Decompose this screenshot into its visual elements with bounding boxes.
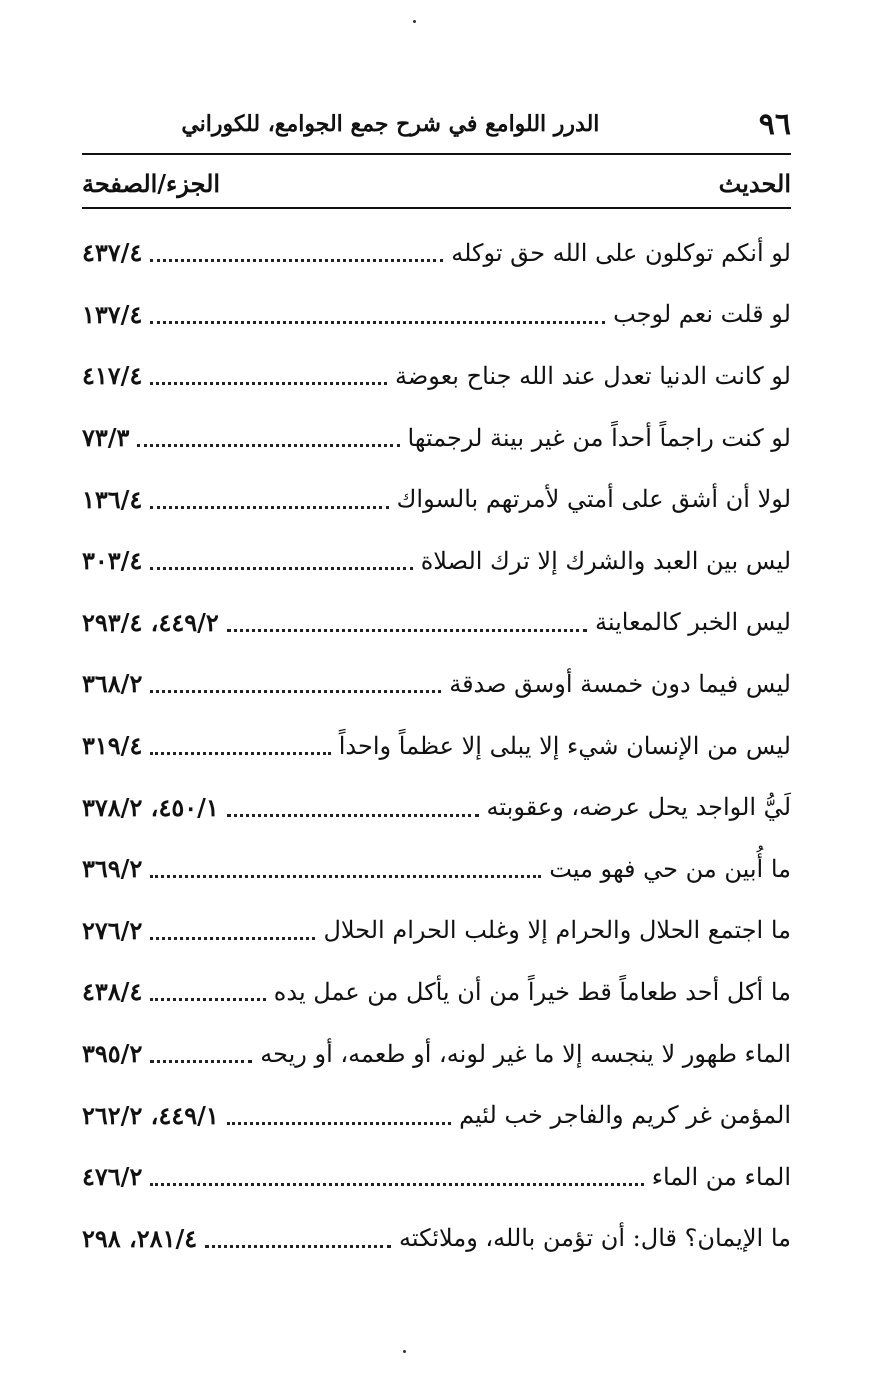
index-entry	[82, 715, 791, 777]
dot-leader	[150, 937, 315, 940]
volume-page-reference: ٤٤٩/٢، ٢٩٣/٤	[82, 607, 219, 637]
volume-page-reference: ٤٣٨/٤	[82, 977, 143, 1007]
index-entry	[82, 1208, 791, 1270]
hadith-text: ما أُبين من حي فهو ميت	[549, 854, 791, 883]
volume-page-reference: ٣٠٣/٤	[82, 546, 143, 576]
dot-leader	[150, 259, 443, 262]
header-rule-bottom	[82, 207, 791, 209]
volume-page-reference: ٢٨١/٤، ٢٩٨	[82, 1223, 198, 1253]
volume-page-reference: ٧٣/٣	[82, 423, 130, 453]
running-header	[82, 104, 791, 144]
dot-leader	[150, 690, 441, 693]
volume-page-reference: ٣١٩/٤	[82, 731, 143, 761]
dot-leader	[150, 321, 605, 324]
dot-leader	[150, 875, 541, 878]
hadith-text: ما اجتمع الحلال والحرام إلا وغلب الحرام الحلال	[323, 916, 791, 945]
volume-page-reference: ٣٦٩/٢	[82, 854, 143, 884]
hadith-text: ليس فيما دون خمسة أوسق صدقة	[449, 669, 791, 698]
volume-page-reference: ١٣٧/٤	[82, 299, 143, 329]
index-entry	[82, 1146, 791, 1208]
hadith-text: لَيُّ الواجد يحل عرضه، وعقوبته	[486, 793, 791, 822]
dot-leader	[227, 814, 479, 817]
volume-page-reference: ٤٥٠/١، ٣٧٨/٢	[82, 792, 219, 822]
hadith-text: لو كنت راجماً أحداً من غير بينة لرجمتها	[407, 423, 791, 452]
index-entry	[82, 407, 791, 469]
hadith-text: الماء من الماء	[651, 1162, 791, 1191]
dot-leader	[205, 1245, 391, 1248]
index-entry	[82, 468, 791, 530]
volume-page-reference: ٤٤٩/١، ٢٦٢/٢	[82, 1100, 219, 1130]
volume-page-reference: ٤١٧/٤	[82, 361, 143, 391]
header-rule-top	[82, 153, 791, 155]
volume-page-reference: ٢٧٦/٢	[82, 915, 143, 945]
hadith-text: ليس من الإنسان شيء إلا يبلى إلا عظماً واحداً	[338, 731, 791, 760]
hadith-text: ما أكل أحد طعاماً قط خيراً من أن يأكل من عمل يده	[273, 977, 791, 1006]
volume-page-reference: ٤٣٧/٤	[82, 238, 143, 268]
column-header-volume-page: الجزء/الصفحة	[82, 168, 221, 198]
index-entry	[82, 592, 791, 654]
index-entry	[82, 284, 791, 346]
dot-leader	[150, 1060, 252, 1063]
page-number: ٩٦	[758, 106, 791, 142]
hadith-text: المؤمن غر كريم والفاجر خب لئيم	[459, 1101, 791, 1130]
print-speck	[413, 20, 416, 23]
hadith-text: لو أنكم توكلون على الله حق توكله	[451, 238, 791, 267]
hadith-text: ليس بين العبد والشرك إلا ترك الصلاة	[420, 546, 791, 575]
index-entry	[82, 530, 791, 592]
volume-page-reference: ٣٩٥/٢	[82, 1039, 143, 1069]
hadith-index-list	[82, 222, 791, 1269]
dot-leader	[150, 998, 265, 1001]
dot-leader	[150, 752, 330, 755]
index-entry	[82, 776, 791, 838]
index-entry	[82, 900, 791, 962]
dot-leader	[227, 1122, 451, 1125]
hadith-text: لو قلت نعم لوجب	[613, 300, 791, 329]
volume-page-reference: ١٣٦/٤	[82, 484, 143, 514]
dot-leader	[150, 1183, 643, 1186]
dot-leader	[150, 506, 388, 509]
dot-leader	[150, 567, 412, 570]
volume-page-reference: ٤٧٦/٢	[82, 1162, 143, 1192]
index-entry	[82, 222, 791, 284]
index-entry	[82, 1023, 791, 1085]
book-title: الدرر اللوامع في شرح جمع الجوامع، للكوراني	[181, 111, 600, 137]
index-entry	[82, 838, 791, 900]
dot-leader	[137, 444, 399, 447]
volume-page-reference: ٣٦٨/٢	[82, 669, 143, 699]
hadith-text: لو كانت الدنيا تعدل عند الله جناح بعوضة	[395, 361, 791, 390]
dot-leader	[227, 629, 587, 632]
column-headers	[82, 162, 791, 204]
dot-leader	[150, 382, 387, 385]
index-entry	[82, 345, 791, 407]
hadith-text: لولا أن أشق على أمتي لأمرتهم بالسواك	[396, 485, 791, 514]
index-entry	[82, 1084, 791, 1146]
hadith-text: ما الإيمان؟ قال: أن تؤمن بالله، وملائكته	[398, 1224, 791, 1253]
hadith-text: ليس الخبر كالمعاينة	[595, 608, 791, 637]
column-header-hadith: الحديث	[718, 168, 791, 198]
hadith-text: الماء طهور لا ينجسه إلا ما غير لونه، أو طعمه، أو ريحه	[260, 1039, 791, 1068]
index-entry	[82, 653, 791, 715]
index-entry	[82, 961, 791, 1023]
print-speck	[403, 1350, 406, 1353]
